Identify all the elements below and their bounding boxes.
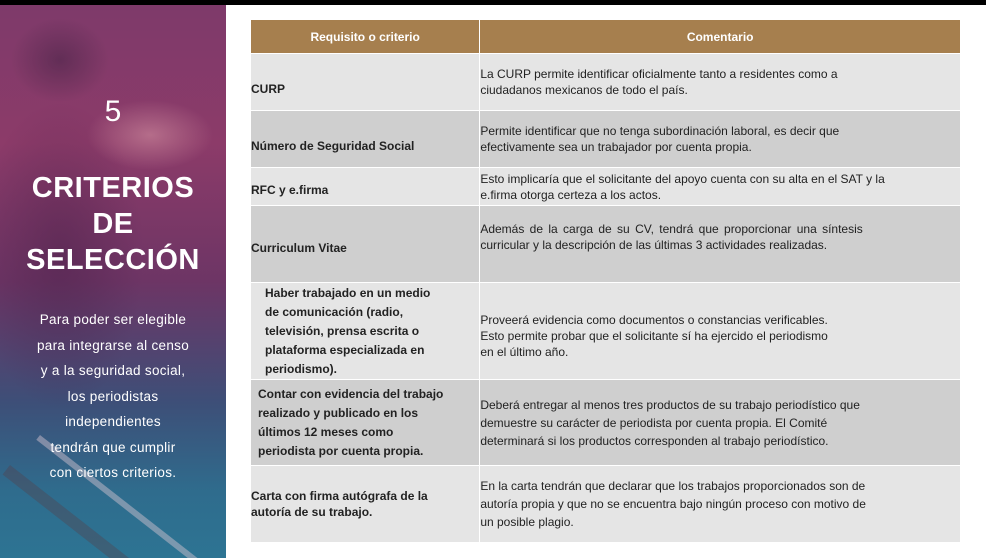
- comment-cell: [480, 168, 961, 206]
- comment-text: La CURP permite identificar oficialmente tanto a residentes como a: [480, 67, 838, 81]
- table-row: [251, 54, 961, 111]
- comment-text: e.firma otorga certeza a los actos.: [480, 187, 662, 202]
- comment-cell: [480, 54, 961, 111]
- table-row: [251, 168, 961, 206]
- comment-text: Proveerá evidencia como documentos o constancias verificables.: [480, 313, 828, 327]
- comment-text: Además de la carga de su CV, tendrá que proporcionar una síntesis: [480, 222, 863, 236]
- comment-cell: [480, 380, 961, 466]
- comment-text: curricular y la descripción de las últimas 3 actividades realizadas.: [480, 238, 828, 252]
- requirement-text: de comunicación (radio,: [265, 304, 404, 319]
- comment-text: Deberá entregar al menos tres productos de su trabajo periodístico que: [480, 397, 860, 412]
- comment-text: Permite identificar que no tenga subordinación laboral, es decir que: [480, 124, 840, 138]
- requirement-text: realizado y publicado en los: [258, 405, 419, 420]
- section-number: 5: [104, 95, 122, 128]
- requirement-cell: [251, 54, 480, 111]
- requirement-cell: [251, 283, 480, 380]
- requirement-cell: [251, 111, 480, 168]
- comment-text: En la carta tendrán que declarar que los trabajos proporcionados son de: [480, 479, 866, 493]
- description-line: para integrarse al censo: [36, 337, 190, 353]
- table-row: [251, 283, 961, 380]
- comment-text: demuestre su carácter de periodista por cuenta propia. El Comité: [480, 415, 828, 430]
- description-line: y a la seguridad social,: [40, 363, 186, 378]
- table-row: [251, 206, 961, 283]
- requirement-text: Contar con evidencia del trabajo: [258, 386, 444, 401]
- table-row: [251, 111, 961, 168]
- requirement-text: Haber trabajado en un medio: [265, 285, 431, 300]
- header-comment: Comentario: [480, 20, 961, 54]
- comment-text: autoría propia y que no se encuentra bajo ningún proceso con motivo de: [480, 497, 866, 511]
- section-title-line: CRITERIOS: [31, 172, 195, 204]
- comment-text: en el último año.: [480, 345, 569, 359]
- comment-text: ciudadanos mexicanos de todo el país.: [480, 83, 688, 97]
- criteria-table: [250, 19, 961, 543]
- comment-text: determinará si los productos corresponden al trabajo periodístico.: [480, 433, 829, 448]
- comment-text: un posible plagio.: [480, 515, 574, 529]
- comment-text: Esto permite probar que el solicitante sí ha ejercido el periodismo: [480, 329, 828, 343]
- side-panel: [0, 5, 226, 558]
- section-title-line: DE: [92, 208, 134, 240]
- table-row: [251, 380, 961, 466]
- description-line: los periodistas: [67, 388, 159, 404]
- requirement-text: RFC y e.firma: [251, 183, 329, 197]
- comment-cell: [480, 466, 961, 543]
- section-title-line: SELECCIÓN: [26, 244, 200, 276]
- table-header-row: [251, 20, 961, 54]
- requirement-cell: [251, 466, 480, 543]
- comment-cell: [480, 206, 961, 283]
- requirement-text: periodista por cuenta propia.: [258, 443, 424, 458]
- comment-text: Esto implicaría que el solicitante del apoyo cuenta con su alta en el SAT y la: [480, 171, 885, 186]
- description-line: independientes: [65, 414, 161, 429]
- header-requirement: Requisito o criterio: [251, 20, 480, 54]
- comment-text: efectivamente sea un trabajador por cuenta propia.: [480, 140, 752, 154]
- requirement-text: autoría de su trabajo.: [251, 505, 373, 519]
- requirement-text: Curriculum Vitae: [251, 240, 347, 255]
- requirement-text: Número de Seguridad Social: [251, 138, 415, 153]
- requirement-cell: [251, 206, 480, 283]
- description-line: con ciertos criterios.: [49, 465, 177, 480]
- comment-cell: [480, 283, 961, 380]
- requirement-cell: [251, 168, 480, 206]
- table-row: [251, 466, 961, 543]
- requirement-text: plataforma especializada en: [265, 342, 425, 357]
- requirement-text: Carta con firma autógrafa de la: [251, 489, 428, 503]
- comment-cell: [480, 111, 961, 168]
- requirement-text: últimos 12 meses como: [258, 424, 394, 439]
- description-line: Para poder ser elegible: [39, 312, 187, 327]
- description-line: tendrán que cumplir: [50, 439, 176, 455]
- section-title: [0, 170, 226, 278]
- section-description: [18, 307, 208, 486]
- requirement-text: televisión, prensa escrita o: [265, 323, 420, 338]
- requirement-text: periodismo).: [265, 361, 338, 376]
- requirement-cell: [251, 380, 480, 466]
- requirement-text: CURP: [251, 81, 286, 96]
